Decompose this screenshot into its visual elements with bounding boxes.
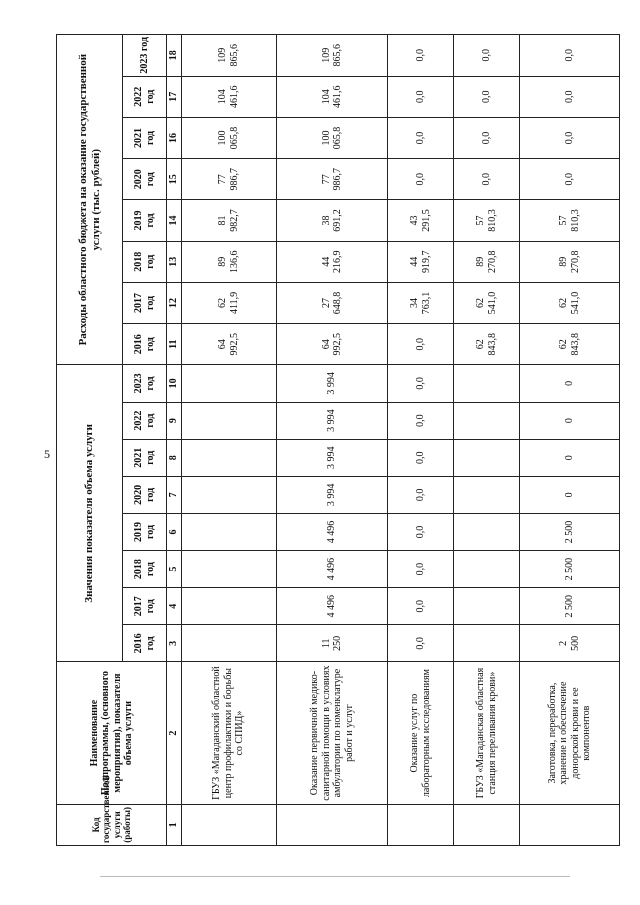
budget-cell: 0,0 [388,159,454,200]
volume-cell [454,402,520,439]
volume-cell: 0,0 [388,513,454,550]
budget-cell: 38 691,2 [276,200,387,241]
budget-cell: 0,0 [520,76,620,117]
table-row [276,35,387,846]
budget-cell: 57 810,3 [520,200,620,241]
budget-cell: 0,0 [388,35,454,77]
volume-cell [181,513,276,550]
table-row [520,35,620,846]
header-volume-group: Значения показателя объема услуги [57,365,123,662]
budget-cell: 77 986,7 [276,159,387,200]
column-number: 1 [167,804,182,845]
page-number: 5 [44,447,50,461]
budget-table [56,34,620,846]
header-year: 2023 год [123,365,167,402]
budget-cell: 0,0 [454,35,520,77]
budget-cell: 89 270,8 [454,241,520,282]
volume-cell: 2 500 [520,513,620,550]
header-name: Наименование Подпрограммы, (основного мероприятия), показателя объема услуги [57,662,167,804]
header-year: 2016 год [123,625,167,662]
volume-cell: 0,0 [388,625,454,662]
budget-cell: 34 763,1 [388,282,454,323]
volume-cell [454,588,520,625]
table-row [454,35,520,846]
header-year: 2018 год [123,241,167,282]
budget-cell: 109 865,6 [181,35,276,77]
budget-cell: 62 843,8 [520,324,620,365]
budget-cell: 104 461,6 [181,76,276,117]
budget-cell: 77 986,7 [181,159,276,200]
volume-cell [181,365,276,402]
volume-cell [454,365,520,402]
column-number: 13 [167,241,182,282]
table-row [181,35,276,846]
volume-cell: 0,0 [388,402,454,439]
budget-cell: 57 810,3 [454,200,520,241]
column-number: 8 [167,439,182,476]
budget-cell: 64 992,5 [181,324,276,365]
column-number: 5 [167,551,182,588]
budget-cell: 62 541,0 [520,282,620,323]
volume-cell: 3 994 [276,439,387,476]
column-number: 17 [167,76,182,117]
table-row [388,35,454,846]
volume-cell: 0 [520,476,620,513]
scan-edge-line [100,876,570,877]
volume-cell: 3 994 [276,365,387,402]
budget-cell: 0,0 [520,159,620,200]
header-year: 2018 год [123,551,167,588]
row-name: Заготовка, переработка, хранение и обеспечение донорской крови и ее компонентов [520,662,620,804]
header-year: 2021 год [123,439,167,476]
budget-cell: 0,0 [388,76,454,117]
column-number: 6 [167,513,182,550]
volume-cell: 0 [520,402,620,439]
volume-cell [181,402,276,439]
budget-cell: 89 136,6 [181,241,276,282]
volume-cell: 0,0 [388,439,454,476]
volume-cell [454,476,520,513]
budget-cell: 62 843,8 [454,324,520,365]
budget-cell: 0,0 [520,117,620,158]
budget-cell: 100 065,8 [276,117,387,158]
budget-cell: 44 216,9 [276,241,387,282]
volume-cell [454,439,520,476]
budget-cell: 109 865,6 [276,35,387,77]
column-number: 12 [167,282,182,323]
header-year: 2023 год [123,35,167,77]
volume-cell [181,476,276,513]
row-name: ГБУЗ «Магаданский областной центр профилактики и борьбы со СПИД» [181,662,276,804]
header-year: 2017 год [123,282,167,323]
rotated-page-content [56,34,620,846]
column-number: 7 [167,476,182,513]
budget-cell: 0,0 [454,159,520,200]
row-name: Оказание услуг по лабораторным исследованиям [388,662,454,804]
row-code [454,804,520,845]
volume-cell [181,439,276,476]
header-code: Код государственной услуги (работы) [57,804,167,845]
volume-cell: 3 994 [276,476,387,513]
budget-cell: 43 291,5 [388,200,454,241]
header-year: 2017 год [123,588,167,625]
budget-cell: 81 982,7 [181,200,276,241]
budget-cell: 89 270,8 [520,241,620,282]
row-code [181,804,276,845]
column-number: 16 [167,117,182,158]
budget-cell: 0,0 [388,117,454,158]
volume-cell: 4 496 [276,513,387,550]
header-year: 2021 год [123,117,167,158]
volume-cell: 0 [520,365,620,402]
header-year: 2019 год [123,513,167,550]
volume-cell: 0,0 [388,551,454,588]
header-year: 2022 год [123,76,167,117]
row-name: ГБУЗ «Магаданская областная станция переливания крови» [454,662,520,804]
budget-cell: 0,0 [454,76,520,117]
budget-cell: 100 065,8 [181,117,276,158]
row-code [276,804,387,845]
budget-cell: 44 919,7 [388,241,454,282]
column-number: 15 [167,159,182,200]
volume-cell: 4 496 [276,588,387,625]
volume-cell [454,551,520,588]
volume-cell [181,588,276,625]
header-year: 2016 год [123,324,167,365]
column-number: 4 [167,588,182,625]
column-number: 2 [167,662,182,804]
volume-cell: 0,0 [388,476,454,513]
column-number: 18 [167,35,182,77]
row-name: Оказание первичной медико-санитарной помощи в условиях амбулатории по номенклатуре работ и услуг [276,662,387,804]
volume-cell: 0 [520,439,620,476]
volume-cell [181,551,276,588]
volume-cell: 2 500 [520,551,620,588]
budget-cell: 0,0 [520,35,620,77]
column-number: 3 [167,625,182,662]
volume-cell [454,513,520,550]
volume-cell: 0,0 [388,588,454,625]
header-year: 2020 год [123,476,167,513]
row-code [388,804,454,845]
volume-cell [181,625,276,662]
volume-cell: 3 994 [276,402,387,439]
volume-cell: 2 500 [520,588,620,625]
budget-cell: 0,0 [388,324,454,365]
volume-cell: 0,0 [388,365,454,402]
header-year: 2022 год [123,402,167,439]
column-number: 9 [167,402,182,439]
header-year: 2019 год [123,200,167,241]
volume-cell [454,625,520,662]
volume-cell: 4 496 [276,551,387,588]
budget-cell: 64 992,5 [276,324,387,365]
budget-cell: 62 411,9 [181,282,276,323]
budget-cell: 27 648,8 [276,282,387,323]
budget-cell: 104 461,6 [276,76,387,117]
header-budget-group: Расходы областного бюджета на оказание государственной услуги (тыс. рублей) [57,35,123,365]
column-number: 10 [167,365,182,402]
row-code [520,804,620,845]
header-year: 2020 год [123,159,167,200]
column-number: 14 [167,200,182,241]
column-number: 11 [167,324,182,365]
volume-cell: 2 500 [520,625,620,662]
volume-cell: 11 250 [276,625,387,662]
budget-cell: 0,0 [454,117,520,158]
budget-cell: 62 541,0 [454,282,520,323]
